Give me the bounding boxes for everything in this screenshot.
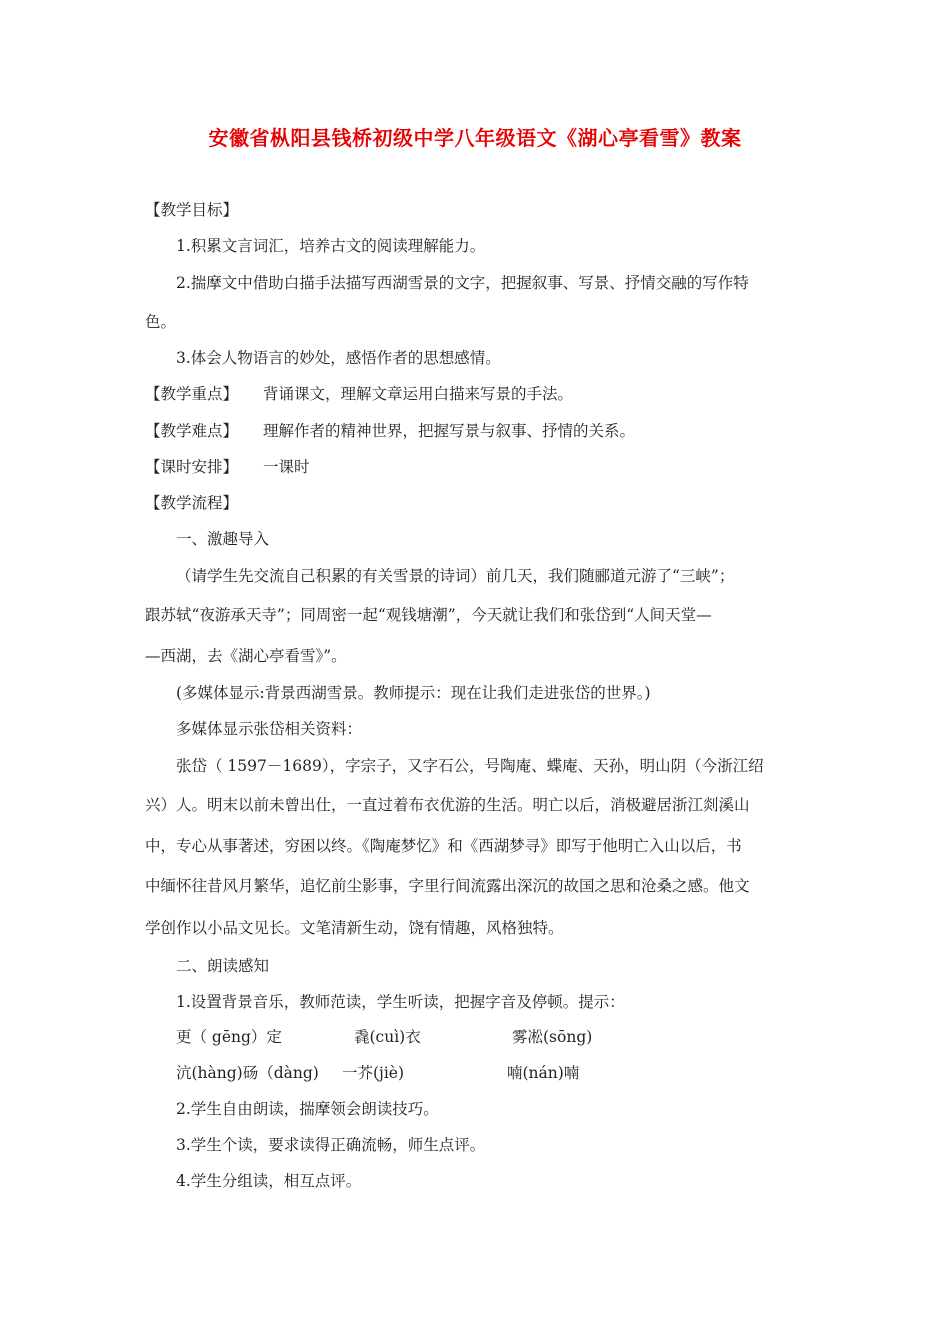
process-label: 【教学流程】 [145,494,239,512]
reading-step: 2.学生自由朗读，揣摩领会朗读技巧。 [176,1100,439,1118]
objectives-label: 【教学目标】 [145,201,239,219]
document-title: 安徽省枞阳县钱桥初级中学八年级语文《湖心亭看雪》教案 [208,126,742,150]
paragraph-line: 学创作以小品文见长。文笔清新生动，饶有情趣，风格独特。 [145,919,564,937]
schedule-label: 【课时安排】 [145,458,239,476]
key-points-label: 【教学重点】 [145,385,239,403]
pinyin-item: 喃(nán)喃 [507,1064,580,1082]
objective-item-continued: 色。 [145,313,177,331]
paragraph-line: —西湖，去《湖心亭看雪》”。 [145,647,347,665]
difficulties-text: 理解作者的精神世界，把握写景与叙事、抒情的关系。 [263,422,636,440]
objective-item: 1.积累文言词汇，培养古文的阅读理解能力。 [176,237,486,255]
paragraph-line: （请学生先交流自己积累的有关雪景的诗词）前几天，我们随郦道元游了“三峡”； [176,567,735,585]
objective-item: 2.揣摩文中借助白描手法描写西湖雪景的文字，把握叙事、写景、抒情交融的写作特 [176,274,749,292]
pinyin-row [0,1063,950,1083]
pinyin-item: 一芥(jiè) [342,1064,405,1082]
key-points-row [145,384,573,404]
paragraph-line: 中，专心从事著述，穷困以终。《陶庵梦忆》和《西湖梦寻》即写于他明亡入山以后，书 [145,837,742,855]
difficulties-label: 【教学难点】 [145,422,239,440]
reading-step: 1.设置背景音乐，教师范读，学生听读，把握字音及停顿。提示： [176,993,625,1011]
reading-step: 4.学生分组读，相互点评。 [176,1172,362,1190]
section1-heading: 一、激趣导入 [176,530,270,548]
paragraph-line: 兴）人。明末以前未曾出仕，一直过着布衣优游的生活。明亡以后，消极避居浙江剡溪山 [145,796,750,814]
key-points-text: 背诵课文，理解文章运用白描来写景的手法。 [263,385,574,403]
pinyin-item: 雾凇(sōng) [512,1028,593,1046]
reading-step: 3.学生个读，要求读得正确流畅，师生点评。 [176,1136,486,1154]
objective-item: 3.体会人物语言的妙处，感悟作者的思想感情。 [176,349,501,367]
paragraph-line: (多媒体显示:背景西湖雪景。教师提示：现在让我们走进张岱的世界。) [176,684,651,702]
pinyin-item: 沆(hàng)砀（dàng) [176,1064,319,1082]
section2-heading: 二、朗读感知 [176,957,270,975]
pinyin-item: 毳(cuì)衣 [354,1028,421,1046]
pinyin-item: 更（ gēng）定 [176,1028,282,1046]
paragraph-line: 张岱（ 1597－1689），字宗子，又字石公，号陶庵、蝶庵、天孙，明山阴（今浙江绍 [176,757,764,775]
paragraph-line: 中缅怀往昔风月繁华，追忆前尘影事，字里行间流露出深沉的故国之思和沧桑之感。他文 [145,877,750,895]
paragraph-line: 跟苏轼“夜游承天寺”；同周密一起“观钱塘潮”，今天就让我们和张岱到“人间天堂— [145,606,712,624]
schedule-text: 一课时 [263,458,310,476]
difficulties-row [145,421,635,441]
pinyin-row [0,1027,950,1047]
schedule-row [145,457,310,477]
paragraph-line: 多媒体显示张岱相关资料： [176,720,363,738]
